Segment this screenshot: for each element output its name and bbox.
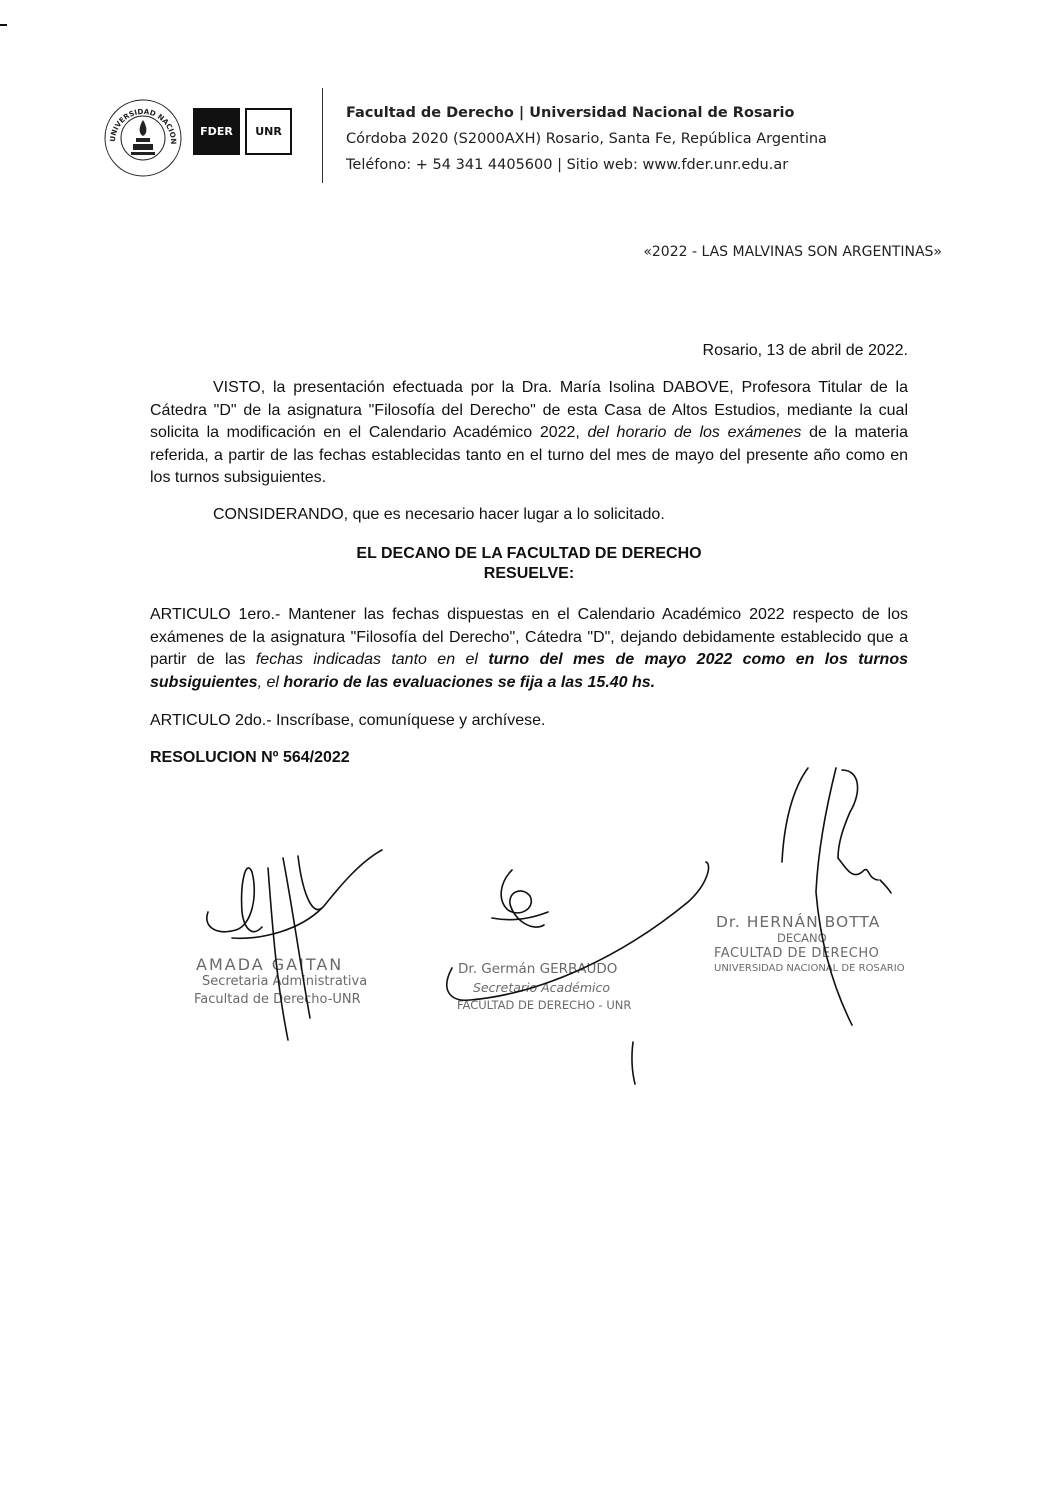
signature-3-title: DECANO	[777, 931, 827, 945]
visto-text: VISTO, la presentación efectuada por la Dra. María Isolina DABOVE, Profesora Titular de la Cátedra "D" de la asignatura "Filosofía del Derecho" de esta Casa de Altos Estudios, mediante la cual solicita la modificación en el Calendario Académico 2022,	[150, 379, 908, 441]
decano-title: EL DECANO DE LA FACULTAD DE DERECHO	[356, 545, 702, 562]
resolution-heading	[150, 544, 908, 584]
signature-1-stroke	[298, 850, 382, 910]
signature-3-stroke	[838, 858, 878, 880]
signature-3-stroke	[880, 880, 891, 893]
signature-1-stroke	[232, 908, 322, 938]
articulo-1-bold-2: horario de las evaluaciones se fija a las 15.40 hs.	[283, 673, 656, 691]
svg-text:UNIVERSIDAD NACIONAL DE ROSARI	[103, 98, 178, 144]
signature-2-name: Dr. Germán GERBAUDO	[458, 961, 618, 977]
signature-2-stroke	[632, 1042, 635, 1084]
signature-3-name: Dr. HERNÁN BOTTA	[716, 913, 881, 931]
signature-2-title: Secretario Académico	[473, 980, 610, 995]
institution-name: Facultad de Derecho | Universidad Nacional de Rosario	[346, 105, 795, 121]
signature-3-stroke	[838, 770, 858, 858]
visto-paragraph	[150, 377, 908, 490]
signature-1-title: Secretaria Administrativa	[202, 974, 368, 989]
resolution-number: RESOLUCION Nº 564/2022	[150, 749, 350, 766]
university-seal-logo	[103, 98, 183, 178]
visto-italic: del horario de los exámenes	[587, 424, 802, 441]
signature-1-stroke	[207, 868, 262, 932]
signature-2-faculty: FACULTAD DE DERECHO - UNR	[457, 998, 632, 1012]
articulo-2-paragraph: ARTICULO 2do.- Inscríbase, comuníquese y archívese.	[150, 712, 546, 729]
signature-3-faculty: FACULTAD DE DERECHO	[714, 946, 880, 961]
header-divider	[322, 88, 323, 183]
visto-tail: de la materia referida, a partir de las fechas establecidas tanto en el turno del mes de mayo del presente año como en los turnos subsiguientes.	[150, 424, 908, 486]
unr-logo: UNR	[245, 108, 292, 155]
institution-contact: Teléfono: + 54 341 4405600 | Sitio web: www.fder.unr.edu.ar	[346, 157, 789, 173]
considerando-paragraph: CONSIDERANDO, que es necesario hacer lugar a lo solicitado.	[213, 506, 665, 523]
signature-1-stroke	[268, 868, 288, 1040]
signature-1-faculty: Facultad de Derecho-UNR	[194, 992, 361, 1007]
resuelve-title: RESUELVE:	[483, 565, 575, 582]
signature-3-stroke	[816, 768, 852, 1025]
seal-text: UNIVERSIDAD NACION	[107, 106, 179, 145]
articulo-1-text: ARTICULO 1ero.- Mantener las fechas dispuestas en el Calendario Académico 2022 respecto de los exámenes de la asignatura "Filosofía del Derecho", Cátedra "D", dejando debidamente establecido que a partir de las	[150, 606, 908, 668]
fder-logo: FDER	[193, 108, 240, 155]
signature-3-stroke	[782, 768, 808, 862]
institution-address: Córdoba 2020 (S2000AXH) Rosario, Santa Fe, República Argentina	[346, 131, 827, 147]
articulo-1-bold-1: turno del mes de mayo 2022 como en los turnos subsiguientes	[150, 651, 909, 691]
signature-2-stroke	[492, 912, 548, 920]
articulo-1-italic-2: , el	[257, 673, 284, 691]
signature-1-name: AMADA GAITAN	[196, 955, 344, 974]
year-motto: «2022 - LAS MALVINAS SON ARGENTINAS»	[643, 244, 942, 260]
signature-2-stroke	[501, 870, 544, 927]
document-date: Rosario, 13 de abril de 2022.	[702, 342, 908, 359]
articulo-1-italic-1: fechas indicadas tanto en el	[255, 651, 489, 668]
signature-3-university: UNIVERSIDAD NACIONAL DE ROSARIO	[714, 963, 905, 974]
articulo-1-paragraph	[150, 604, 908, 694]
scan-edge-mark	[0, 24, 7, 26]
